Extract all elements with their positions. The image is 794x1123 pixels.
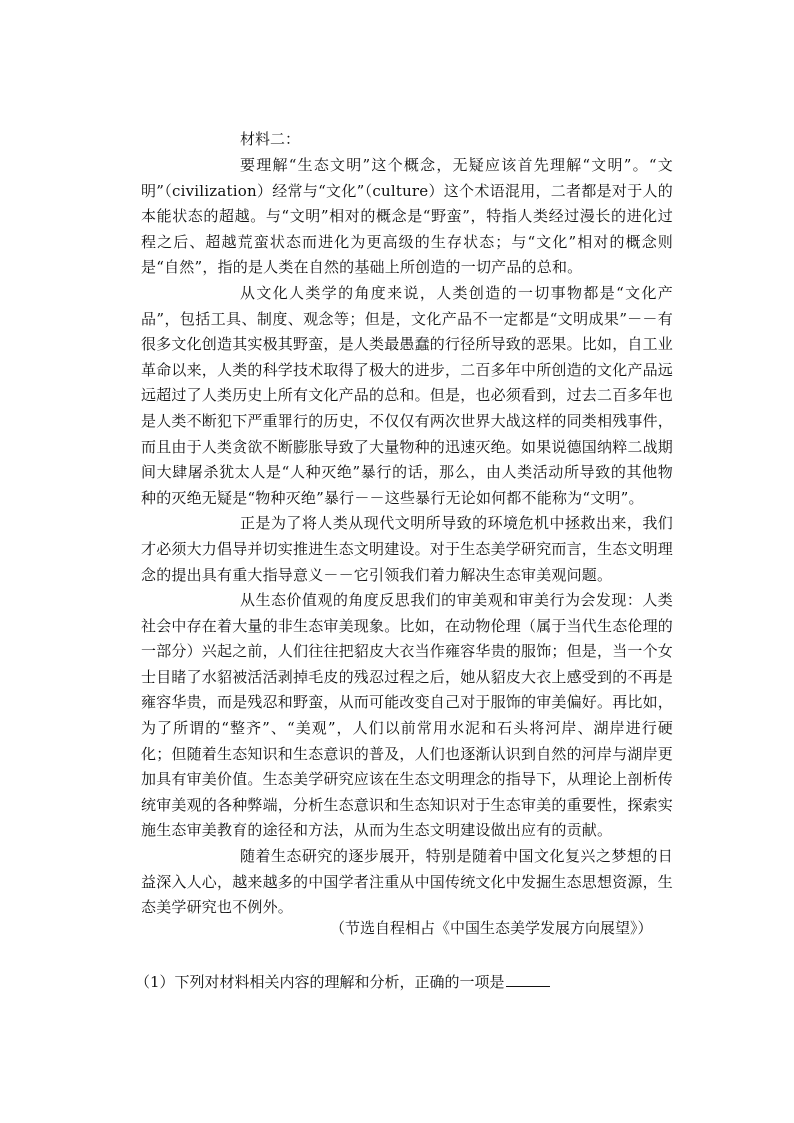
paragraph-1: 要理解“生态文明”这个概念，无疑应该首先理解“文明”。“文明”（civilization）经常与“文化”（culture）这个术语混用，二者都是对于人的本能状态的超越。与“文明”相对的概念是“野蛮”，特指人类经过漫长的进化过程之后、超越荒蛮状态而进化为更高级的生存状态；与“文化”相对的概念则是“自然”，指的是人类在自然的基础上所创造的一切产品的总和。 <box>141 156 673 277</box>
paragraph-2: 从文化人类学的角度来说，人类创造的一切事物都是“文化产品”，包括工具、制度、观念等；但是，文化产品不一定都是“文明成果”－－有很多文化创造其实极其野蛮，是人类最愚蠢的行径所导致的恶果。比如，自工业革命以来，人类的科学技术取得了极大的进步，二百多年中所创造的文化产品远远超过了人类历史上所有文化产品的总和。但是，也必须看到，过去二百多年也是人类不断犯下严重罪行的历史，不仅仅有两次世界大战这样的同类相残事件，而且由于人类贪欲不断膨胀导致了大量物种的迅速灭绝。如果说德国纳粹二战期间大肆屠杀犹太人是“人种灭绝”暴行的话，那么，由人类活动所导致的其他物种的灭绝无疑是“物种灭绝”暴行－－这些暴行无论如何都不能称为“文明”。 <box>141 283 674 507</box>
material-heading: 材料二： <box>240 130 301 148</box>
paragraph-3: 正是为了将人类从现代文明所导致的环境危机中拯救出来，我们才必须大力倡导并切实推进生态文明建设。对于生态美学研究而言，生态文明理念的提出具有重大指导意义－－它引领我们着力解决生态审美观问题。 <box>141 514 674 584</box>
paragraph-5: 随着生态研究的逐步展开，特别是随着中国文化复兴之梦想的日益深入人心，越来越多的中国学者注重从中国传统文化中发掘生态思想资源，生态美学研究也不例外。 <box>141 847 674 917</box>
source-citation: （节选自程相占《中国生态美学发展方向展望》） <box>330 919 653 937</box>
answer-blank[interactable] <box>506 972 550 987</box>
paragraph-4: 从生态价值观的角度反思我们的审美观和审美行为会发现：人类社会中存在着大量的非生态审美现象。比如，在动物伦理（属于当代生态伦理的一部分）兴起之前，人们往往把貂皮大衣当作雍容华贵的服饰；但是，当一个女士目睹了水貂被活活剥掉毛皮的残忍过程之后，她从貂皮大衣上感受到的不再是雍容华贵，而是残忍和野蛮，从而可能改变自己对于服饰的审美偏好。再比如，为了所谓的“整齐”、“美观”，人们以前常用水泥和石头将河岸、湖岸进行硬化；但随着生态知识和生态意识的普及，人们也逐渐认识到自然的河岸与湖岸更加具有审美价值。生态美学研究应该在生态文明理念的指导下，从理论上剖析传统审美观的各种弊端，分析生态意识和生态知识对于生态审美的重要性，探索实施生态审美教育的途径和方法，从而为生态文明建设做出应有的贡献。 <box>141 591 674 840</box>
question-1 <box>135 972 550 992</box>
article-body <box>141 153 673 921</box>
question-text: （1）下列对材料相关内容的理解和分析，正确的一项是 <box>135 973 505 991</box>
